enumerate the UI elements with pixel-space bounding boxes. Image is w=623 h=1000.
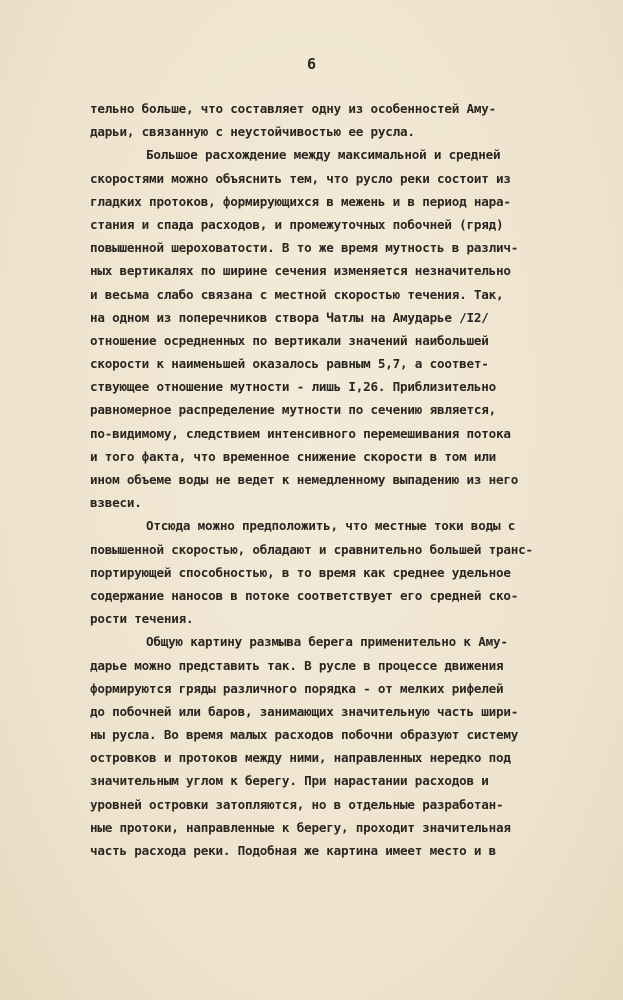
text-line: рости течения. bbox=[90, 611, 194, 627]
text-line: Общую картину размыва берега применительно к Аму- bbox=[146, 634, 508, 650]
text-line: формируются гряды различного порядка - от мелких рифелей bbox=[90, 680, 504, 696]
page-number: 6 bbox=[306, 55, 317, 73]
text-line: ны русла. Во время малых расходов побочни образуют систему bbox=[90, 727, 519, 743]
text-line: значительным углом к берегу. При нарастании расходов и bbox=[90, 773, 489, 789]
text-line: Большое расхождение между максимальной и средней bbox=[146, 147, 501, 163]
text-line: повышенной скоростью, обладают и сравнительно большей транс- bbox=[90, 541, 533, 557]
text-line: на одном из поперечников створа Чатлы на Амударье /I2/ bbox=[90, 309, 489, 325]
body-text bbox=[90, 97, 590, 862]
text-line: ных вертикалях по ширине сечения изменяется незначительно bbox=[90, 263, 511, 279]
text-line: содержание наносов в потоке соответствует его средней ско- bbox=[90, 587, 519, 603]
text-line: дарьи, связанную с неустойчивостью ее русла. bbox=[90, 124, 415, 140]
text-line: часть расхода реки. Подобная же картина имеет место и в bbox=[90, 843, 497, 858]
text-line: скорости к наименьшей оказалось равным 5,7, а соответ- bbox=[90, 356, 489, 372]
text-line: ные протоки, направленные к берегу, проходит значительная bbox=[90, 819, 511, 835]
text-line: и того факта, что временное снижение скорости в том или bbox=[90, 448, 497, 464]
text-line: ином объеме воды не ведет к немедленному выпадению из него bbox=[90, 472, 519, 487]
text-line: ствующее отношение мутности - лишь I,26. Приблизительно bbox=[90, 379, 497, 395]
text-line: повышенной шероховатости. В то же время мутность в различ- bbox=[90, 240, 519, 256]
text-line: островков и протоков между ними, направленных нередко под bbox=[90, 750, 511, 766]
text-line: стания и спада расходов, и промежуточных побочней (гряд) bbox=[90, 216, 504, 232]
text-line: отношение осредненных по вертикали значений наибольшей bbox=[90, 332, 489, 348]
text-line: скоростями можно объяснить тем, что русло реки состоит из bbox=[90, 170, 511, 186]
text-line: уровней островки затопляются, но в отдельные разработан- bbox=[90, 796, 504, 812]
text-line: до побочней или баров, занимающих значительную часть шири- bbox=[90, 703, 519, 719]
text-line: равномерное распределение мутности по сечению является, bbox=[90, 402, 497, 418]
text-line: дарье можно представить так. В русле в процессе движения bbox=[90, 657, 504, 673]
text-line: и весьма слабо связана с местной скоростью течения. Так, bbox=[90, 286, 504, 302]
text-line: взвеси. bbox=[90, 495, 142, 511]
text-line: тельно больше, что составляет одну из особенностей Аму- bbox=[90, 101, 497, 116]
text-line: Отсюда можно предположить, что местные токи воды с bbox=[146, 518, 516, 534]
text-line: гладких протоков, формирующихся в межень и в период нара- bbox=[90, 193, 511, 209]
text-line: портирующей способностью, в то время как среднее удельное bbox=[90, 564, 511, 580]
text-line: по-видимому, следствием интенсивного перемешивания потока bbox=[90, 425, 511, 441]
